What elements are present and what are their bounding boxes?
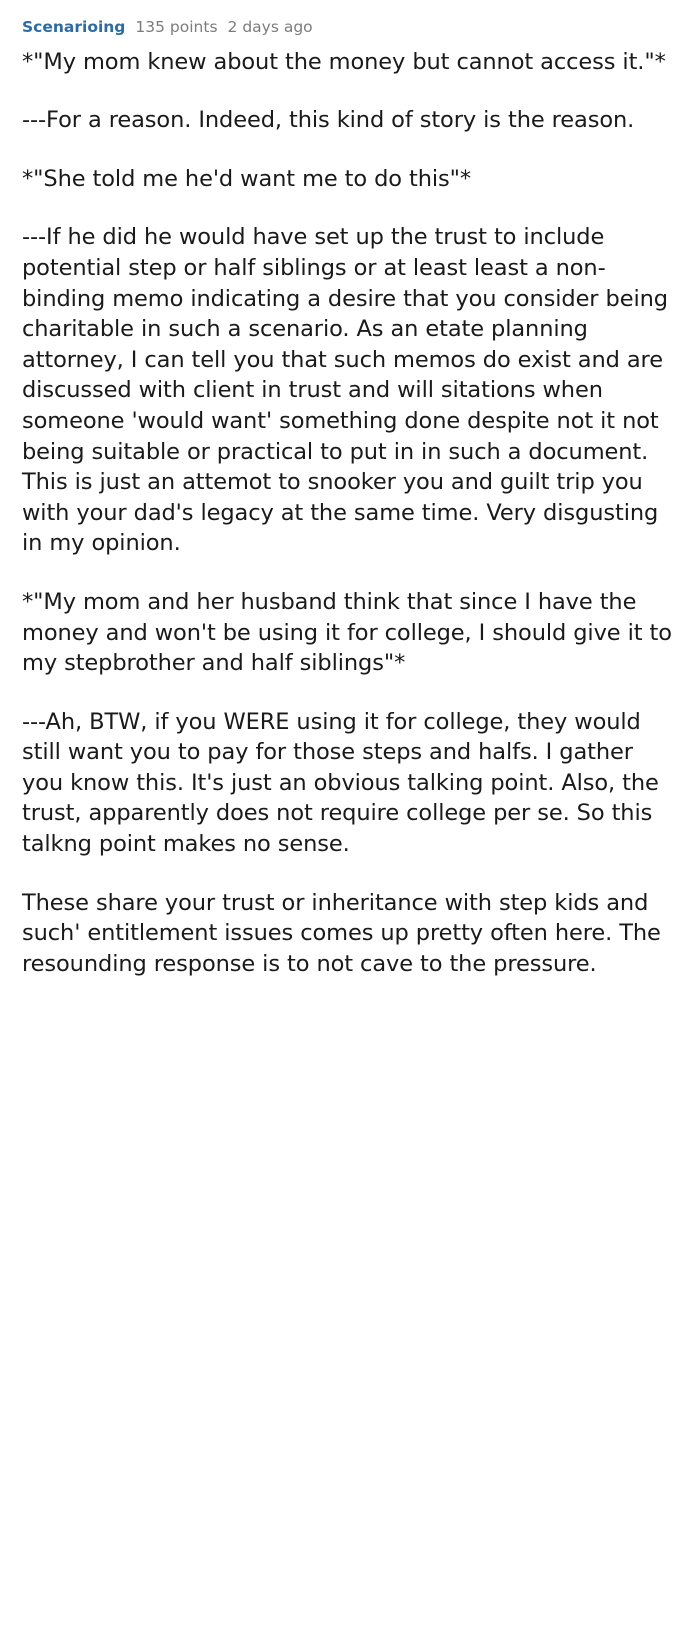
comment-timestamp: 2 days ago (227, 18, 313, 36)
comment-points: 135 points (135, 18, 218, 36)
comment-paragraph: ---For a reason. Indeed, this kind of story is the reason. (22, 107, 635, 134)
comment-meta (22, 18, 678, 37)
comment-paragraph: *"She told me he'd want me to do this"* (22, 165, 472, 192)
comment-paragraph: ---Ah, BTW, if you WERE using it for college, they would still want you to pay for those steps and halfs. I gather you know this. It's just an obvious talking point. Also, the trust, apparently does not require college per se. So this talkng point makes no sense. (22, 708, 659, 858)
comment-paragraph: These share your trust or inheritance with step kids and such' entitlement issues comes up pretty often here. The resounding response is to not cave to the pressure. (22, 889, 661, 977)
comment-paragraph: *"My mom knew about the money but cannot access it."* (22, 48, 666, 75)
comment-paragraph: *"My mom and her husband think that since I have the money and won't be using it for college, I should give it to my stepbrother and half siblings"* (22, 588, 672, 677)
comment-body (22, 47, 678, 980)
comment-paragraph: ---If he did he would have set up the trust to include potential step or half siblings or at least least a non-binding memo indicating a desire that you consider being charitable in such a scenario. As an etate planning attorney, I can tell you that such memos do exist and are discussed with client in trust and will sitations when someone 'would want' something done despite not it not being suitable or practical to put in in such a document. This is just an attemot to snooker you and guilt trip you with your dad's legacy at the same time. Very disgusting in my opinion. (22, 224, 668, 557)
comment-author-link[interactable]: Scenarioing (22, 18, 126, 36)
